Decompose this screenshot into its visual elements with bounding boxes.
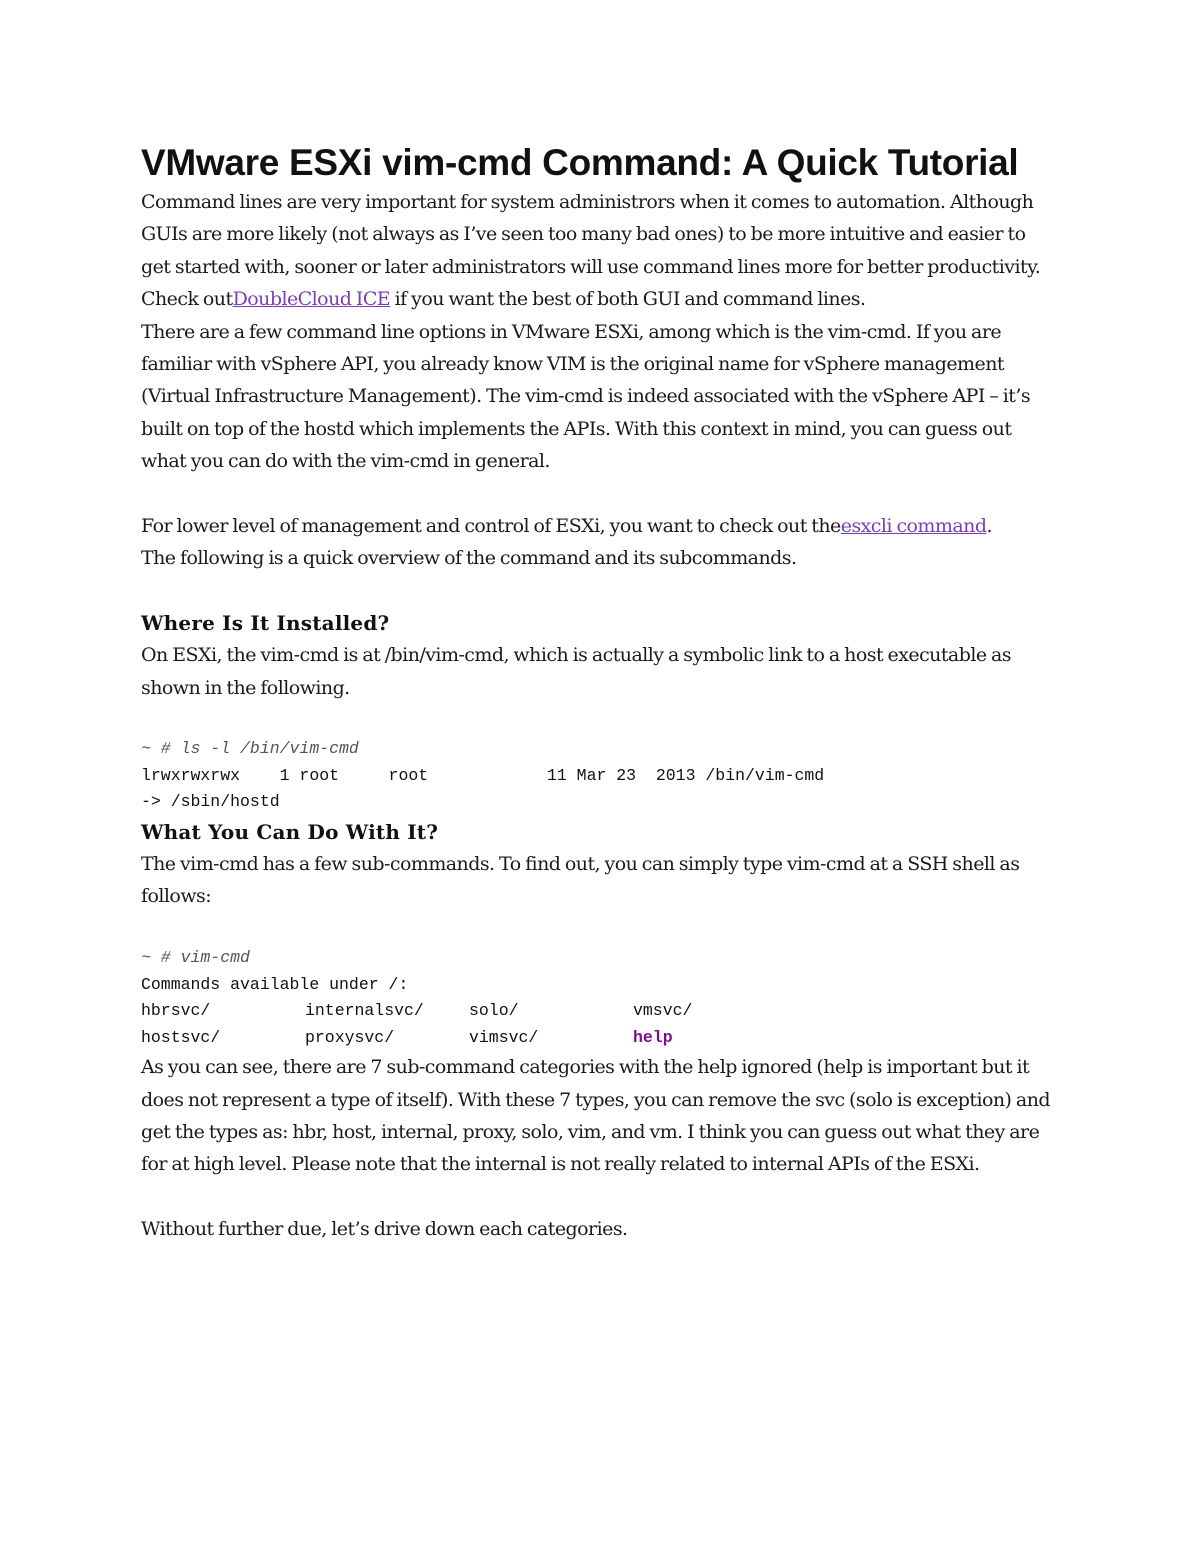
page-title: VMware ESXi vim-cmd Command: A Quick Tutorial [141,142,1019,183]
intro-paragraph-3 [141,510,1051,542]
command-proxysvc: proxysvc/ [305,1027,395,1047]
esxcli-text-after-link: . [986,515,992,538]
code-block-vim-cmd [141,945,1051,1051]
spacer [141,478,1051,510]
command-internalsvc: internalsvc/ [305,1001,424,1021]
command-vimsvc: vimsvc/ [469,1027,539,1047]
command-vmsvc: vmsvc/ [633,1001,693,1021]
section-heading-usage: What You Can Do With It? [141,819,439,844]
spacer [141,913,1051,945]
intro-text-before-link: Command lines are very important for system administrors when it comes to automation. Although GUIs are more likely (not always as I’ve seen too many bad ones) to be more intuitive and easier to get started with, sooner or later administrators will use command lines more for better productivity. Check out [141,191,1041,311]
code-header: Commands available under /: [141,974,409,994]
section-usage-explanation: As you can see, there are 7 sub-command categories with the help ignored (help is important but it does not represent a type of itself). With these 7 types, you can remove the svc (solo is exception) and get the types as: hbr, host, internal, proxy, solo, vim, and vm. I think you can guess out what they are for at high level. Please note that the internal is not really related to internal APIs of the ESXi. [141,1056,1050,1176]
section-installed-text: On ESXi, the vim-cmd is at /bin/vim-cmd, which is actually a symbolic link to a host executable as shown in the following. [141,644,1012,699]
esxcli-command-link[interactable]: esxcli command [840,515,987,538]
code-prompt: ~ # vim-cmd [141,948,250,968]
commands-row [141,998,1051,1025]
intro-text-after-link: if you want the best of both GUI and command lines. [390,288,866,311]
closing-paragraph: Without further due, let’s drive down each categories. [141,1218,628,1241]
section-usage-text: The vim-cmd has a few sub-commands. To find out, you can simply type vim-cmd at a SSH shell as follows: [141,852,1020,908]
code-block-ls [141,736,1051,816]
command-hbrsvc: hbrsvc/ [141,1001,211,1021]
command-help: help [633,1027,673,1047]
spacer [141,575,1051,607]
command-solo: solo/ [469,1001,519,1021]
commands-row [141,1025,1051,1052]
intro-paragraph-1 [141,186,1051,316]
intro-paragraph-2: There are a few command line options in VMware ESXi, among which is the vim-cmd. If you are familiar with vSphere API, you already know VIM is the original name for vSphere management (Virtual Infrastructure Management). The vim-cmd is indeed associated with the vSphere API – it’s built on top of the hostd which implements the APIs. With this context in mind, you can guess out what you can do with the vim-cmd in general. [141,320,1031,473]
document-page [141,140,1051,1246]
section-heading-installed: Where Is It Installed? [141,611,390,636]
spacer [141,704,1051,736]
command-hostsvc: hostsvc/ [141,1027,221,1047]
code-line: -> /sbin/hostd [141,792,280,812]
code-prompt: ~ # ls -l /bin/vim-cmd [141,739,359,759]
spacer [141,1181,1051,1213]
esxcli-text-before-link: For lower level of management and control of ESXi, you want to check out the [141,515,841,538]
code-line: lrwxrwxrwx 1 root root 11 Mar 23 2013 /bin/vim-cmd [141,765,825,785]
doublecloud-ice-link[interactable]: DoubleCloud ICE [232,288,391,311]
intro-paragraph-4: The following is a quick overview of the command and its subcommands. [141,547,797,570]
